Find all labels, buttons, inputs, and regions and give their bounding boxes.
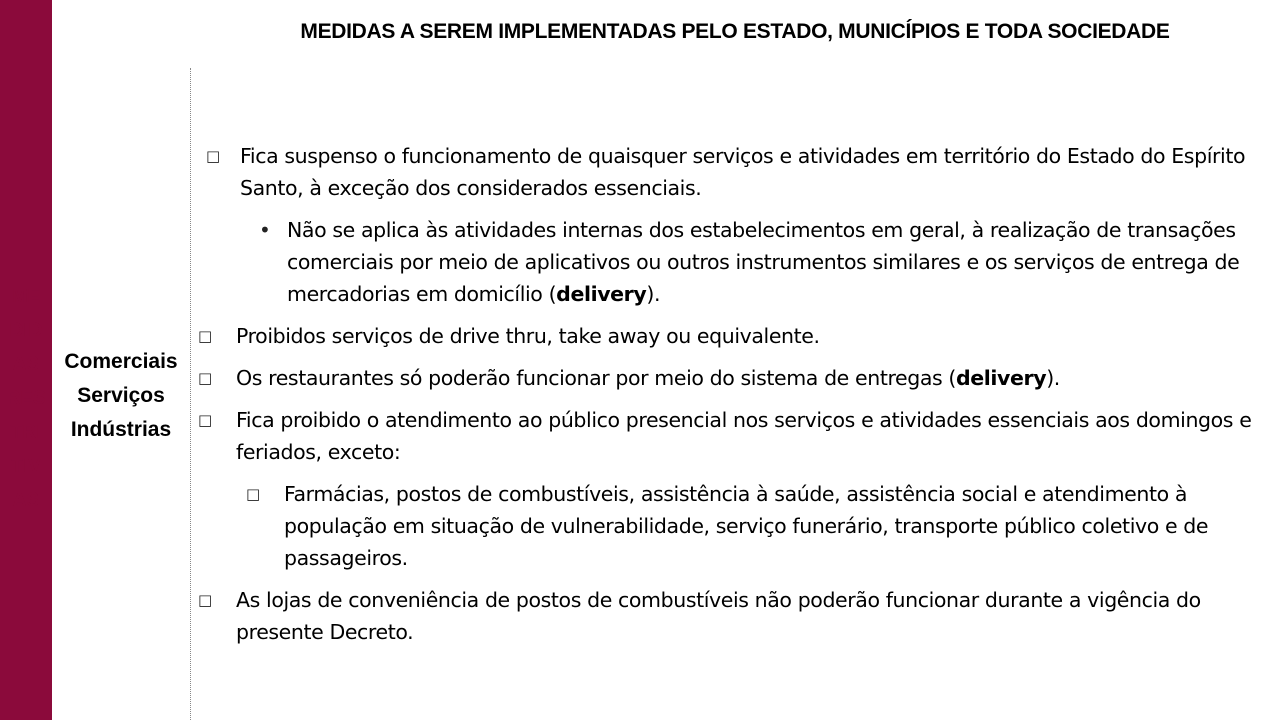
list-item-text: ). bbox=[1046, 366, 1060, 390]
sidebar-label-line: RES bbox=[6, 388, 46, 409]
sidebar-label-line: TIV bbox=[11, 456, 41, 477]
list-subitem bbox=[196, 478, 1276, 574]
checkbox-bullet-icon: □ bbox=[206, 147, 220, 165]
list-item-text: ). bbox=[646, 282, 661, 306]
checkbox-bullet-icon: □ bbox=[198, 327, 212, 345]
list-item-text: Proibidos serviços de drive thru, take away ou equivalente. bbox=[236, 324, 820, 348]
list-item-text: Fica proibido o atendimento ao público presencial nos serviços e atividades essenciais aos domingos e feriados, exceto: bbox=[236, 408, 1252, 464]
sidebar-label-line: AS bbox=[12, 354, 40, 375]
list-item bbox=[196, 320, 1276, 352]
dot-bullet-icon: • bbox=[259, 218, 271, 242]
list-item-text: Farmácias, postos de combustíveis, assistência à saúde, assistência social e atendimento à população em situação de vulnerabilidade, serviço funerário, transporte público coletivo e de passageiros. bbox=[284, 482, 1209, 570]
category-line: Indústrias bbox=[70, 418, 172, 441]
list-item-text: Não se aplica às atividades internas dos estabelecimentos em geral, à realização de transações comerciais por meio de aplicativos ou outros instrumentos similares e os serviços de entrega de mercadorias em domicílio ( bbox=[287, 218, 1240, 306]
emphasis-text: delivery bbox=[556, 282, 647, 306]
category-line: Comerciais bbox=[64, 350, 178, 373]
sidebar-label-line: DID bbox=[9, 320, 43, 341]
emphasis-text: delivery bbox=[956, 366, 1047, 390]
list-item bbox=[196, 362, 1276, 394]
sidebar-label-line: AS bbox=[12, 490, 40, 511]
sidebar-label-line: ME bbox=[11, 286, 41, 307]
list-item-text: As lojas de conveniência de postos de combustíveis não poderão funcionar durante a vigência do presente Decreto. bbox=[236, 588, 1201, 644]
measures-list bbox=[196, 140, 1276, 648]
list-item bbox=[196, 140, 1276, 204]
page-title: MEDIDAS A SEREM IMPLEMENTADAS PELO ESTADO, MUNICÍPIOS E TODA SOCIEDADE bbox=[300, 20, 1170, 43]
sidebar-label-line: TRI bbox=[10, 422, 42, 443]
category-line: Serviços bbox=[77, 384, 165, 407]
column-divider bbox=[190, 68, 191, 720]
list-item-text: Fica suspenso o funcionamento de quaisquer serviços e atividades em território do Estado do Espírito Santo, à exceção dos considerados essenciais. bbox=[240, 144, 1246, 200]
checkbox-bullet-icon: □ bbox=[198, 369, 212, 387]
checkbox-bullet-icon: □ bbox=[198, 591, 212, 609]
list-item-text: Os restaurantes só poderão funcionar por meio do sistema de entregas ( bbox=[236, 366, 957, 390]
list-item bbox=[196, 404, 1276, 468]
checkbox-bullet-icon: □ bbox=[198, 411, 212, 429]
checkbox-bullet-icon: □ bbox=[246, 485, 260, 503]
list-subitem bbox=[196, 214, 1276, 310]
sidebar-label bbox=[0, 280, 52, 518]
category-label bbox=[52, 345, 190, 447]
list-item bbox=[196, 584, 1276, 648]
